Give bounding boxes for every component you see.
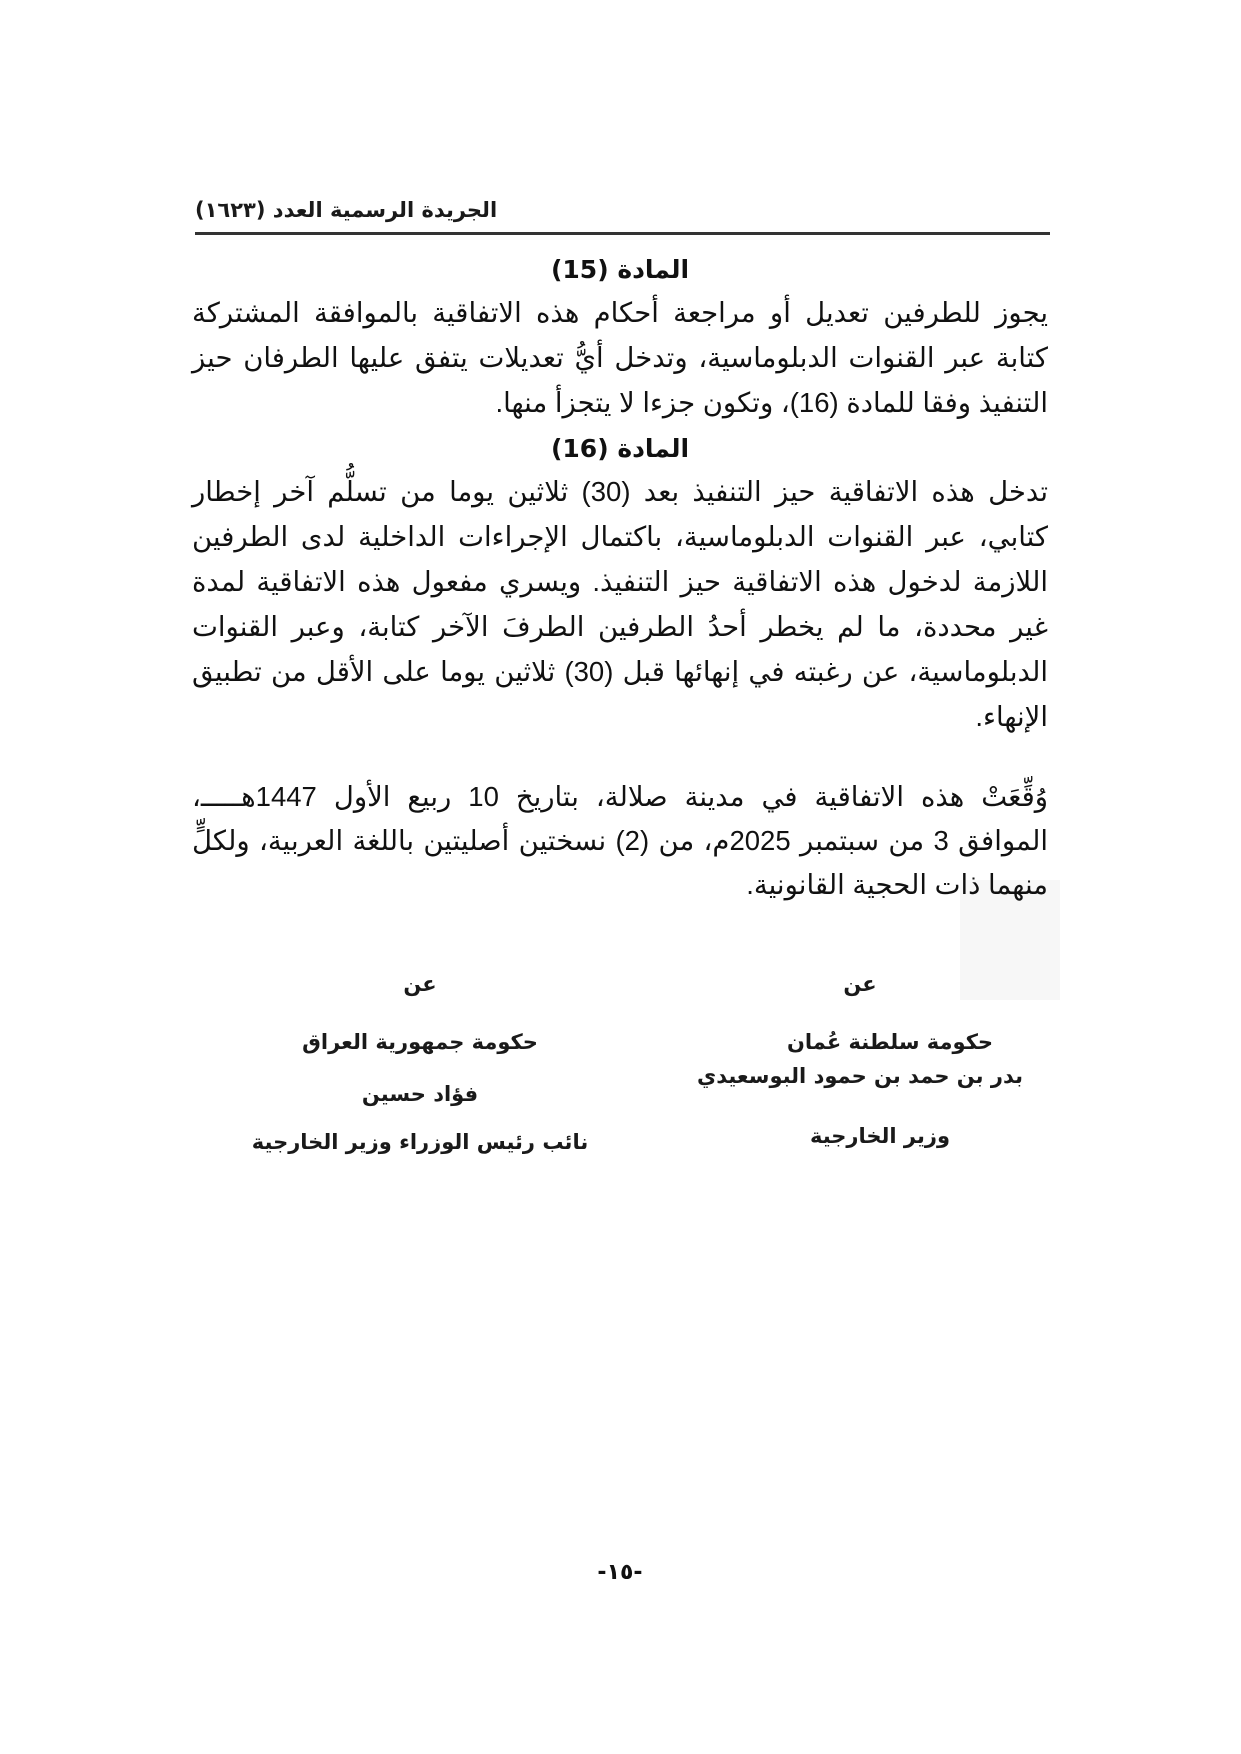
article-heading: المادة (15) [550,255,690,284]
signatory-name: فؤاد حسين [361,1082,479,1106]
government-name: حكومة سلطنة عُمان [786,1030,994,1054]
signatory-name: بدر بن حمد بن حمود البوسعيدي [696,1064,1023,1088]
signing-clause: وُقِّعَتْ هذه الاتفاقية في مدينة صلالة، بتاريخ 10 ربيع الأول 1447هـــــ، الموافق 3 من سبتمبر 2025م، من (2) نسختين أصليتين باللغة العربية، ولكلٍّ منهما ذات الحجية القانونية. [192,781,1048,900]
spacer [192,739,1048,775]
header-divider [195,232,1050,235]
signature-block-oman [660,960,1060,1148]
signatory-title: نائب رئيس الوزراء وزير الخارجية [251,1130,589,1154]
on-behalf-label: عن [843,972,877,996]
article-15 [192,250,1048,425]
gazette-title: الجريدة الرسمية العدد (١٦٢٣) [195,198,498,222]
article-text: تدخل هذه الاتفاقية حيز التنفيذ بعد (30) ثلاثين يوما من تسلُّم آخر إخطار كتابي، عبر القنوات الدبلوماسية، باكتمال الإجراءات الداخلية لدى الطرفين اللازمة لدخول هذه الاتفاقية حيز التنفيذ. ويسري مفعول هذه الاتفاقية لمدة غير محددة، ما لم يخطر أحدُ الطرفين الطرفَ الآخر كتابة، وعبر القنوات الدبلوماسية، عن رغبته في إنهائها قبل (30) ثلاثين يوما على الأقل من تطبيق الإنهاء. [192,476,1048,732]
signatory-title: وزير الخارجية [809,1124,951,1148]
on-behalf-label: عن [403,972,437,996]
article-text: يجوز للطرفين تعديل أو مراجعة أحكام هذه الاتفاقية بالموافقة المشتركة كتابة عبر القنوات الدبلوماسية، وتدخل أيُّ تعديلات يتفق عليها الطرفان حيز التنفيذ وفقا للمادة (16)، وتكون جزءا لا يتجزأ منها. [192,297,1048,418]
running-header [195,198,1050,222]
article-16 [192,429,1048,739]
government-name: حكومة جمهورية العراق [302,1030,538,1054]
signature-block-iraq [220,960,620,1154]
document-body [192,250,1048,907]
article-heading: المادة (16) [550,434,690,463]
page-number: -١٥- [597,1560,643,1585]
